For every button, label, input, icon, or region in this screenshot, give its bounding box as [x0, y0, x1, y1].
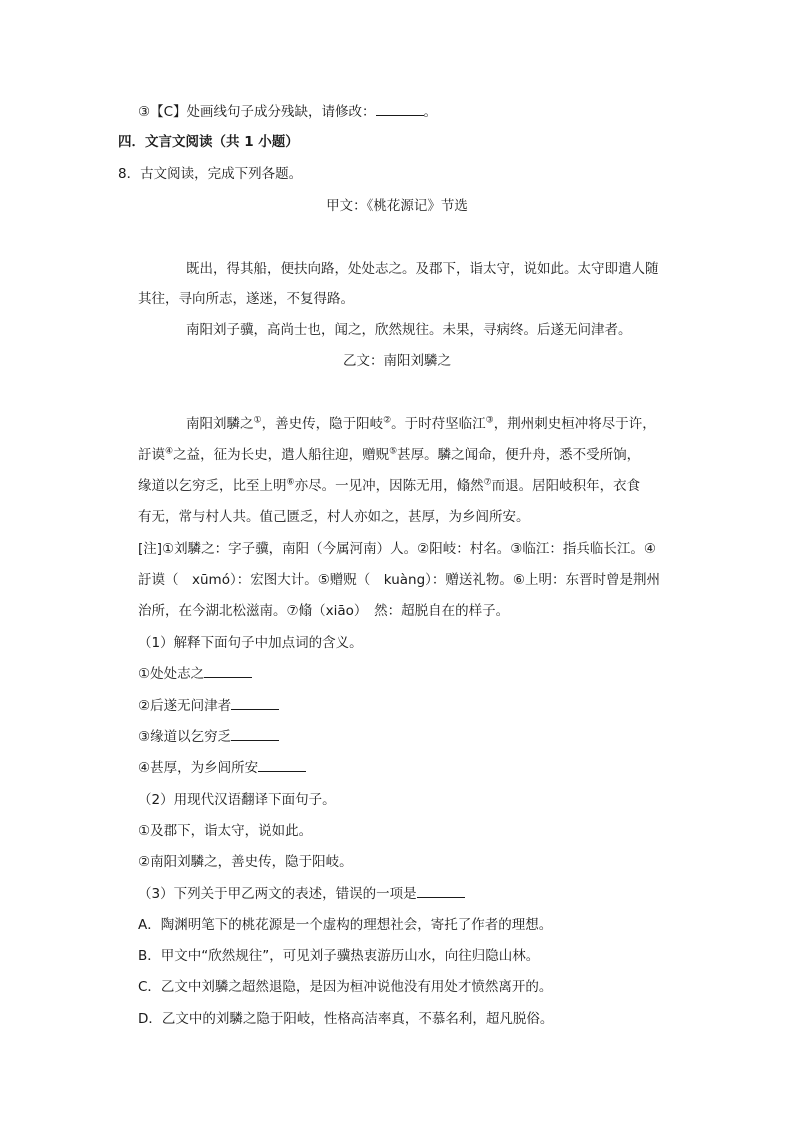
- sub2-item-2: ②南阳刘驎之，善史传，隐于阳岐。: [138, 854, 353, 870]
- sub1-item-2: ②后遂无问津者: [138, 696, 279, 716]
- answer-blank[interactable]: [376, 102, 424, 116]
- footnote-marker: ⑤: [389, 446, 398, 457]
- notes-line1: [注]①刘驎之：字子骥，南阳（今属河南）人。②阳岐：村名。③临江：指兵临长江。④: [138, 541, 656, 557]
- passage-jia-title: 甲文：《桃花源记》节选: [326, 198, 468, 214]
- sub1-stem: （1）解释下面句子中加点词的含义。: [138, 635, 363, 651]
- passage-jia-p1-line2: 其往，寻向所志，遂迷，不复得路。: [138, 291, 354, 307]
- passage-yi-line1: 南阳刘驎之①，善史传，隐于阳岐②。于时苻坚临江③，荆州刺史桓冲将尽于许，: [186, 415, 656, 432]
- q7-item-3: ③【C】处画线句子成分残缺，请修改： 。: [138, 104, 438, 120]
- passage-jia-p1-line1: 既出，得其船，便扶向路，处处志之。及郡下，诣太守，说如此。太守即遣人随: [186, 261, 659, 277]
- answer-blank[interactable]: [417, 884, 465, 898]
- footnote-marker: ③: [485, 415, 494, 426]
- sub3-option-d[interactable]: D．乙文中的刘驎之隐于阳岐，性格高洁率真，不慕名利，超凡脱俗。: [138, 1011, 554, 1027]
- question-stem: 8．古文阅读，完成下列各题。: [118, 166, 303, 182]
- answer-blank[interactable]: [231, 727, 279, 741]
- notes-line2: 訏谟（ xūmó）：宏图大计。⑤赠贶（ kuàng）：赠送礼物。⑥上明：东晋时曾是荆州: [138, 572, 661, 588]
- sub3-stem: （3）下列关于甲乙两文的表述，错误的一项是: [138, 884, 465, 904]
- passage-yi-line2: 訏谟④之益，征为长史，遣人船往迎，赠贶⑤甚厚。驎之闻命，便升舟，悉不受所饷，: [138, 446, 641, 463]
- sub3-option-c[interactable]: C．乙文中刘驎之超然退隐，是因为桓冲说他没有用处才愤然离开的。: [138, 979, 553, 995]
- passage-jia-p2: 南阳刘子骥，高尚士也，闻之，欣然规往。未果，寻病终。后遂无问津者。: [186, 322, 632, 338]
- answer-blank[interactable]: [231, 696, 279, 710]
- sub1-item-3: ③缘道以乞穷乏: [138, 727, 279, 747]
- footnote-marker: ⑦: [483, 477, 492, 488]
- passage-yi-line4: 有无，常与村人共。值己匮乏，村人亦如之，甚厚，为乡闾所安。: [138, 509, 530, 525]
- sub3-option-a[interactable]: A．陶渊明笔下的桃花源是一个虚构的理想社会，寄托了作者的理想。: [138, 917, 553, 933]
- footnote-marker: ②: [383, 415, 392, 426]
- passage-yi-line3: 缘道以乞穷乏，比至上明⑥亦尽。一见冲，因陈无用，翛然⑦而退。居阳岐积年，衣食: [138, 477, 641, 494]
- sub2-stem: （2）用现代汉语翻译下面句子。: [138, 792, 336, 808]
- passage-yi-title: 乙文：南阳刘驎之: [343, 353, 451, 369]
- sub2-item-1: ①及郡下，诣太守，说如此。: [138, 823, 313, 839]
- notes-line3: 治所，在今湖北松滋南。⑦翛（xiāo） 然：超脱自在的样子。: [138, 603, 510, 619]
- section-title: 四．文言文阅读（共 1 小题）: [118, 134, 299, 150]
- answer-blank[interactable]: [204, 664, 252, 678]
- sub3-option-b[interactable]: B．甲文中“欣然规往”，可见刘子骥热衷游历山水，向往归隐山林。: [138, 948, 540, 964]
- footnote-marker: ⑥: [286, 477, 295, 488]
- footnote-marker: ④: [165, 446, 174, 457]
- sub1-item-4: ④甚厚，为乡闾所安: [138, 758, 306, 778]
- footnote-marker: ①: [253, 415, 262, 426]
- answer-blank[interactable]: [258, 758, 306, 772]
- sub1-item-1: ①处处志之: [138, 664, 252, 684]
